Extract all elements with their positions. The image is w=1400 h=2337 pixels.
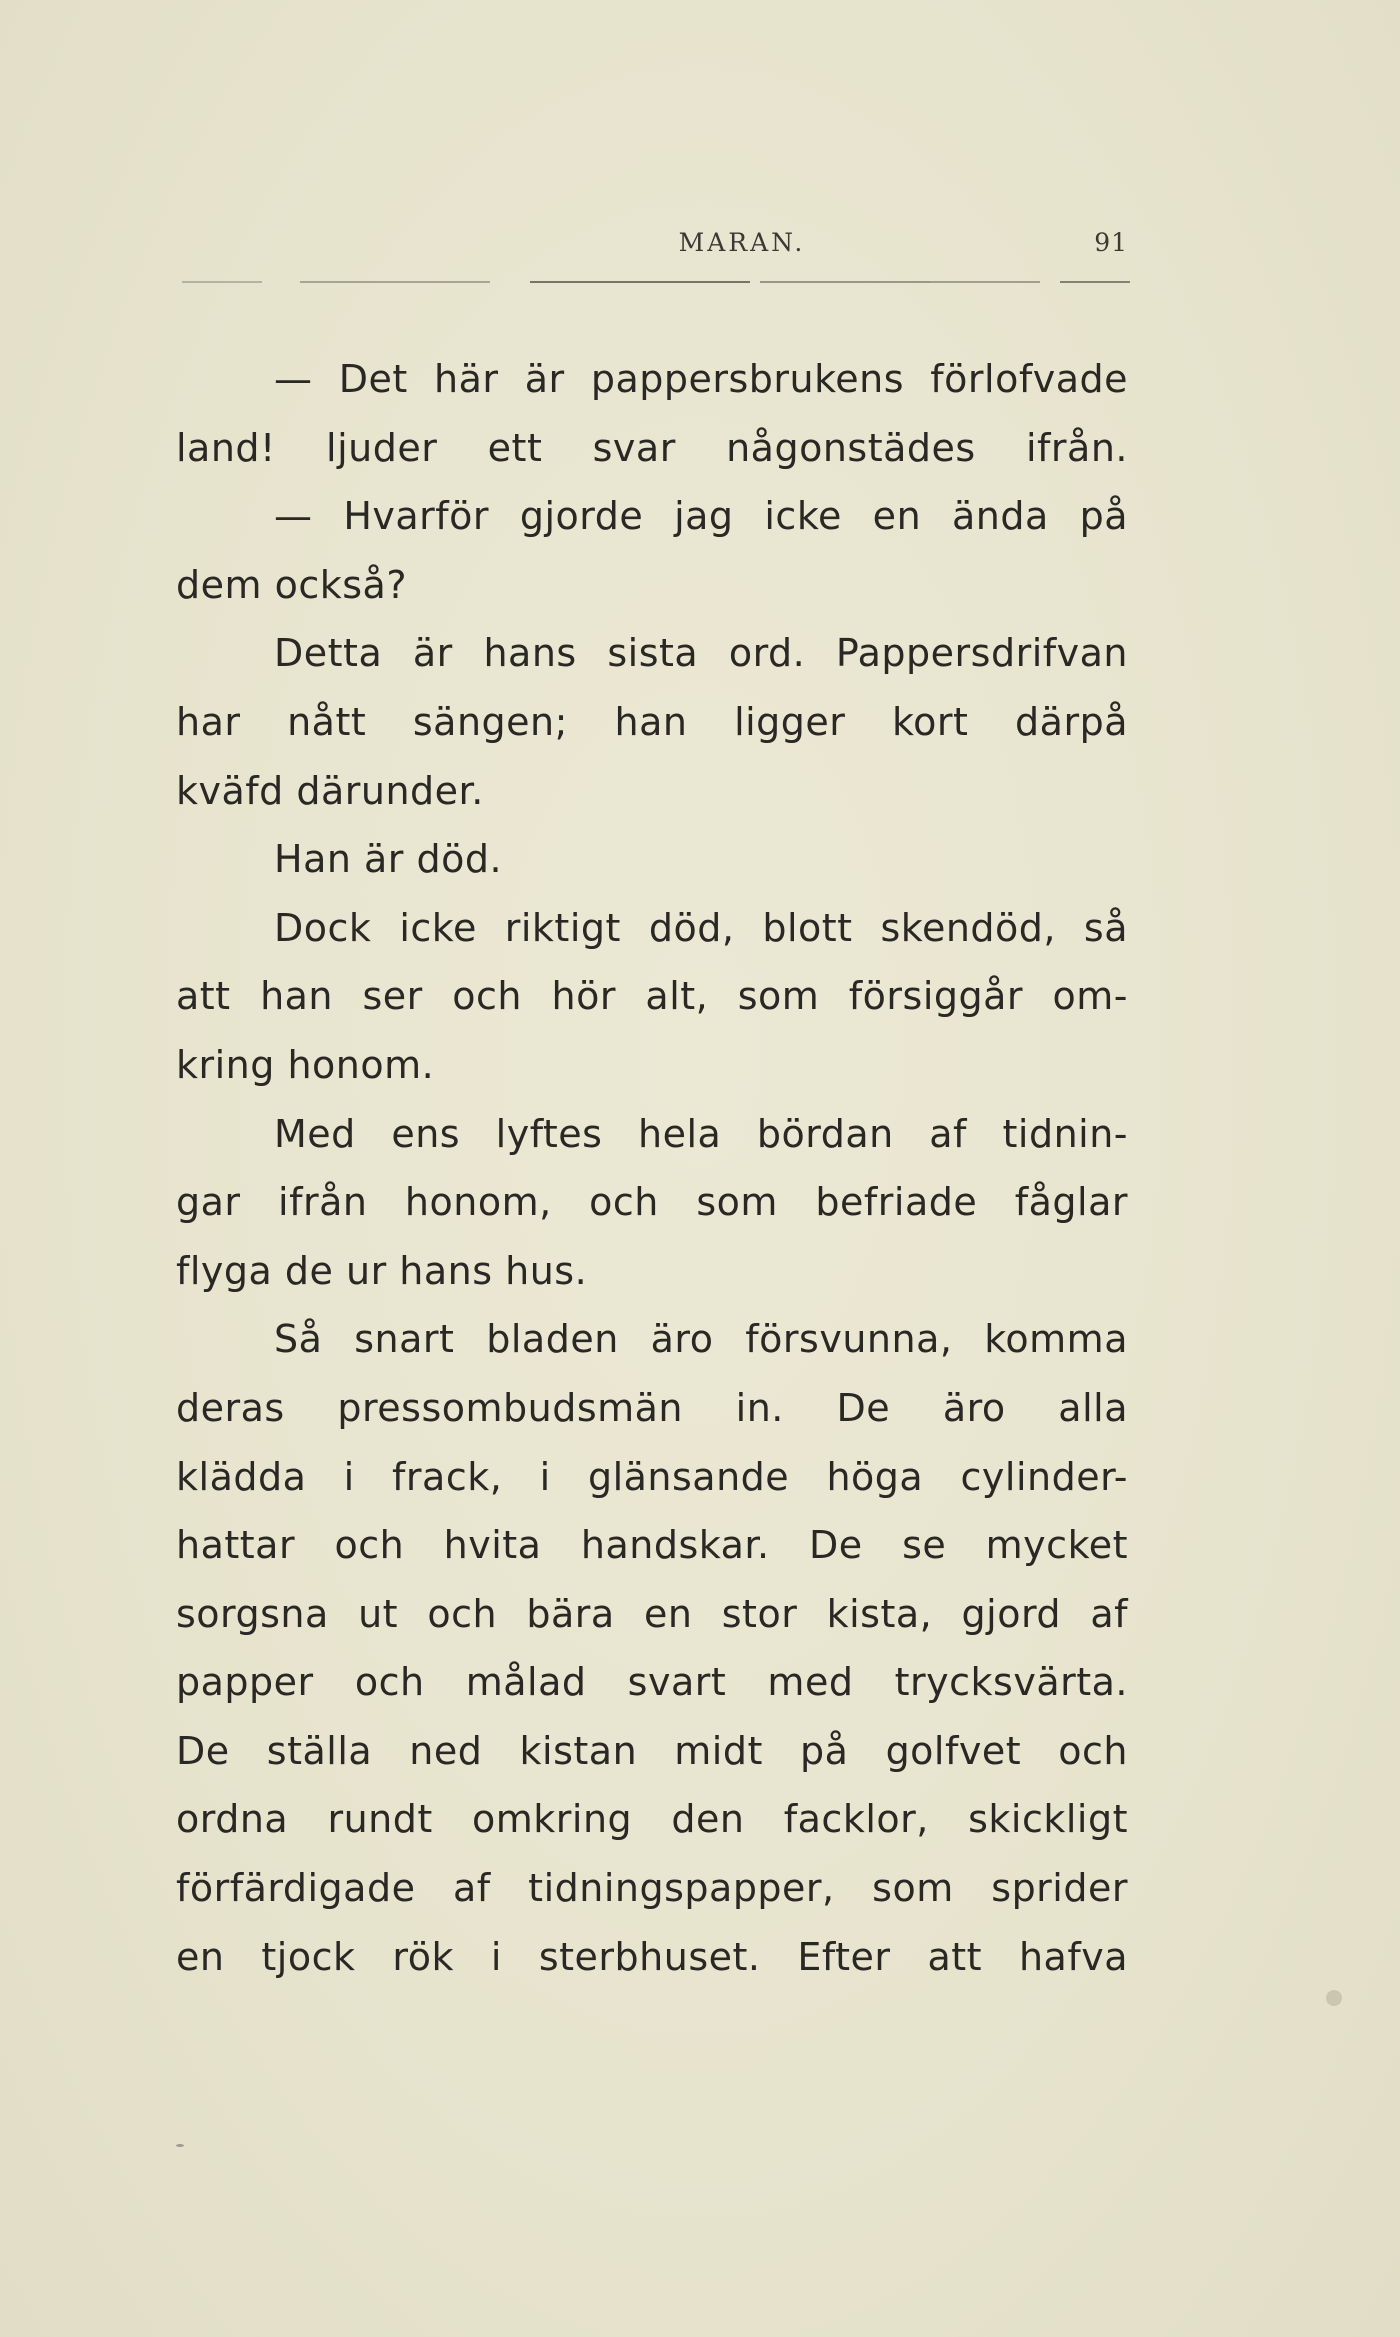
text-line: papper och målad svart med trycksvärta. xyxy=(176,1660,1128,1705)
header-rule-segment xyxy=(1060,281,1130,283)
text-line: förfärdigade af tidningspapper, som sprider xyxy=(176,1866,1128,1911)
paper-speck xyxy=(176,2144,184,2147)
header-rule-segment xyxy=(530,281,750,283)
page-header xyxy=(176,228,1128,268)
text-line: gar ifrån honom, och som befriade fåglar xyxy=(176,1180,1128,1225)
header-rule-segment xyxy=(182,281,262,283)
running-title: MARAN. xyxy=(678,228,806,257)
text-line: klädda i frack, i glänsande höga cylinder- xyxy=(176,1454,1128,1499)
body-text xyxy=(176,345,1128,1991)
text-line: ordna rundt omkring den facklor, skickligt xyxy=(176,1797,1128,1842)
text-line: flyga de ur hans hus. xyxy=(176,1248,588,1293)
text-line: Detta är hans sista ord. Pappersdrifvan xyxy=(274,631,1128,676)
paper-speck xyxy=(1326,1990,1342,2006)
text-line: dem också? xyxy=(176,562,407,607)
text-line: Han är död. xyxy=(274,837,503,882)
text-line: Så snart bladen äro försvunna, komma xyxy=(274,1317,1128,1362)
text-line: deras pressombudsmän in. De äro alla xyxy=(176,1385,1128,1430)
header-rule-segment xyxy=(930,281,1040,283)
text-line: De ställa ned kistan midt på golfvet och xyxy=(176,1728,1128,1773)
text-line: sorgsna ut och bära en stor kista, gjord af xyxy=(176,1591,1128,1636)
text-line: Dock icke riktigt död, blott skendöd, så xyxy=(274,905,1128,950)
page-number: 91 xyxy=(1094,228,1128,257)
text-line: kväfd därunder. xyxy=(176,768,484,813)
header-rule-segment xyxy=(300,281,490,283)
text-line: kring honom. xyxy=(176,1042,435,1087)
text-line: har nått sängen; han ligger kort därpå xyxy=(176,699,1128,744)
text-line: land! ljuder ett svar någonstädes ifrån. xyxy=(176,425,1128,470)
text-line: hattar och hvita handskar. De se mycket xyxy=(176,1523,1128,1568)
text-line: Med ens lyftes hela bördan af tidnin- xyxy=(274,1111,1128,1156)
text-line: att han ser och hör alt, som försiggår om- xyxy=(176,974,1128,1019)
text-line: — Det här är pappersbrukens förlofvade xyxy=(274,357,1128,401)
header-rule-segment xyxy=(760,281,930,283)
text-line: — Hvarför gjorde jag icke en ända på xyxy=(274,494,1128,539)
text-line: en tjock rök i sterbhuset. Efter att hafva xyxy=(176,1934,1128,1979)
